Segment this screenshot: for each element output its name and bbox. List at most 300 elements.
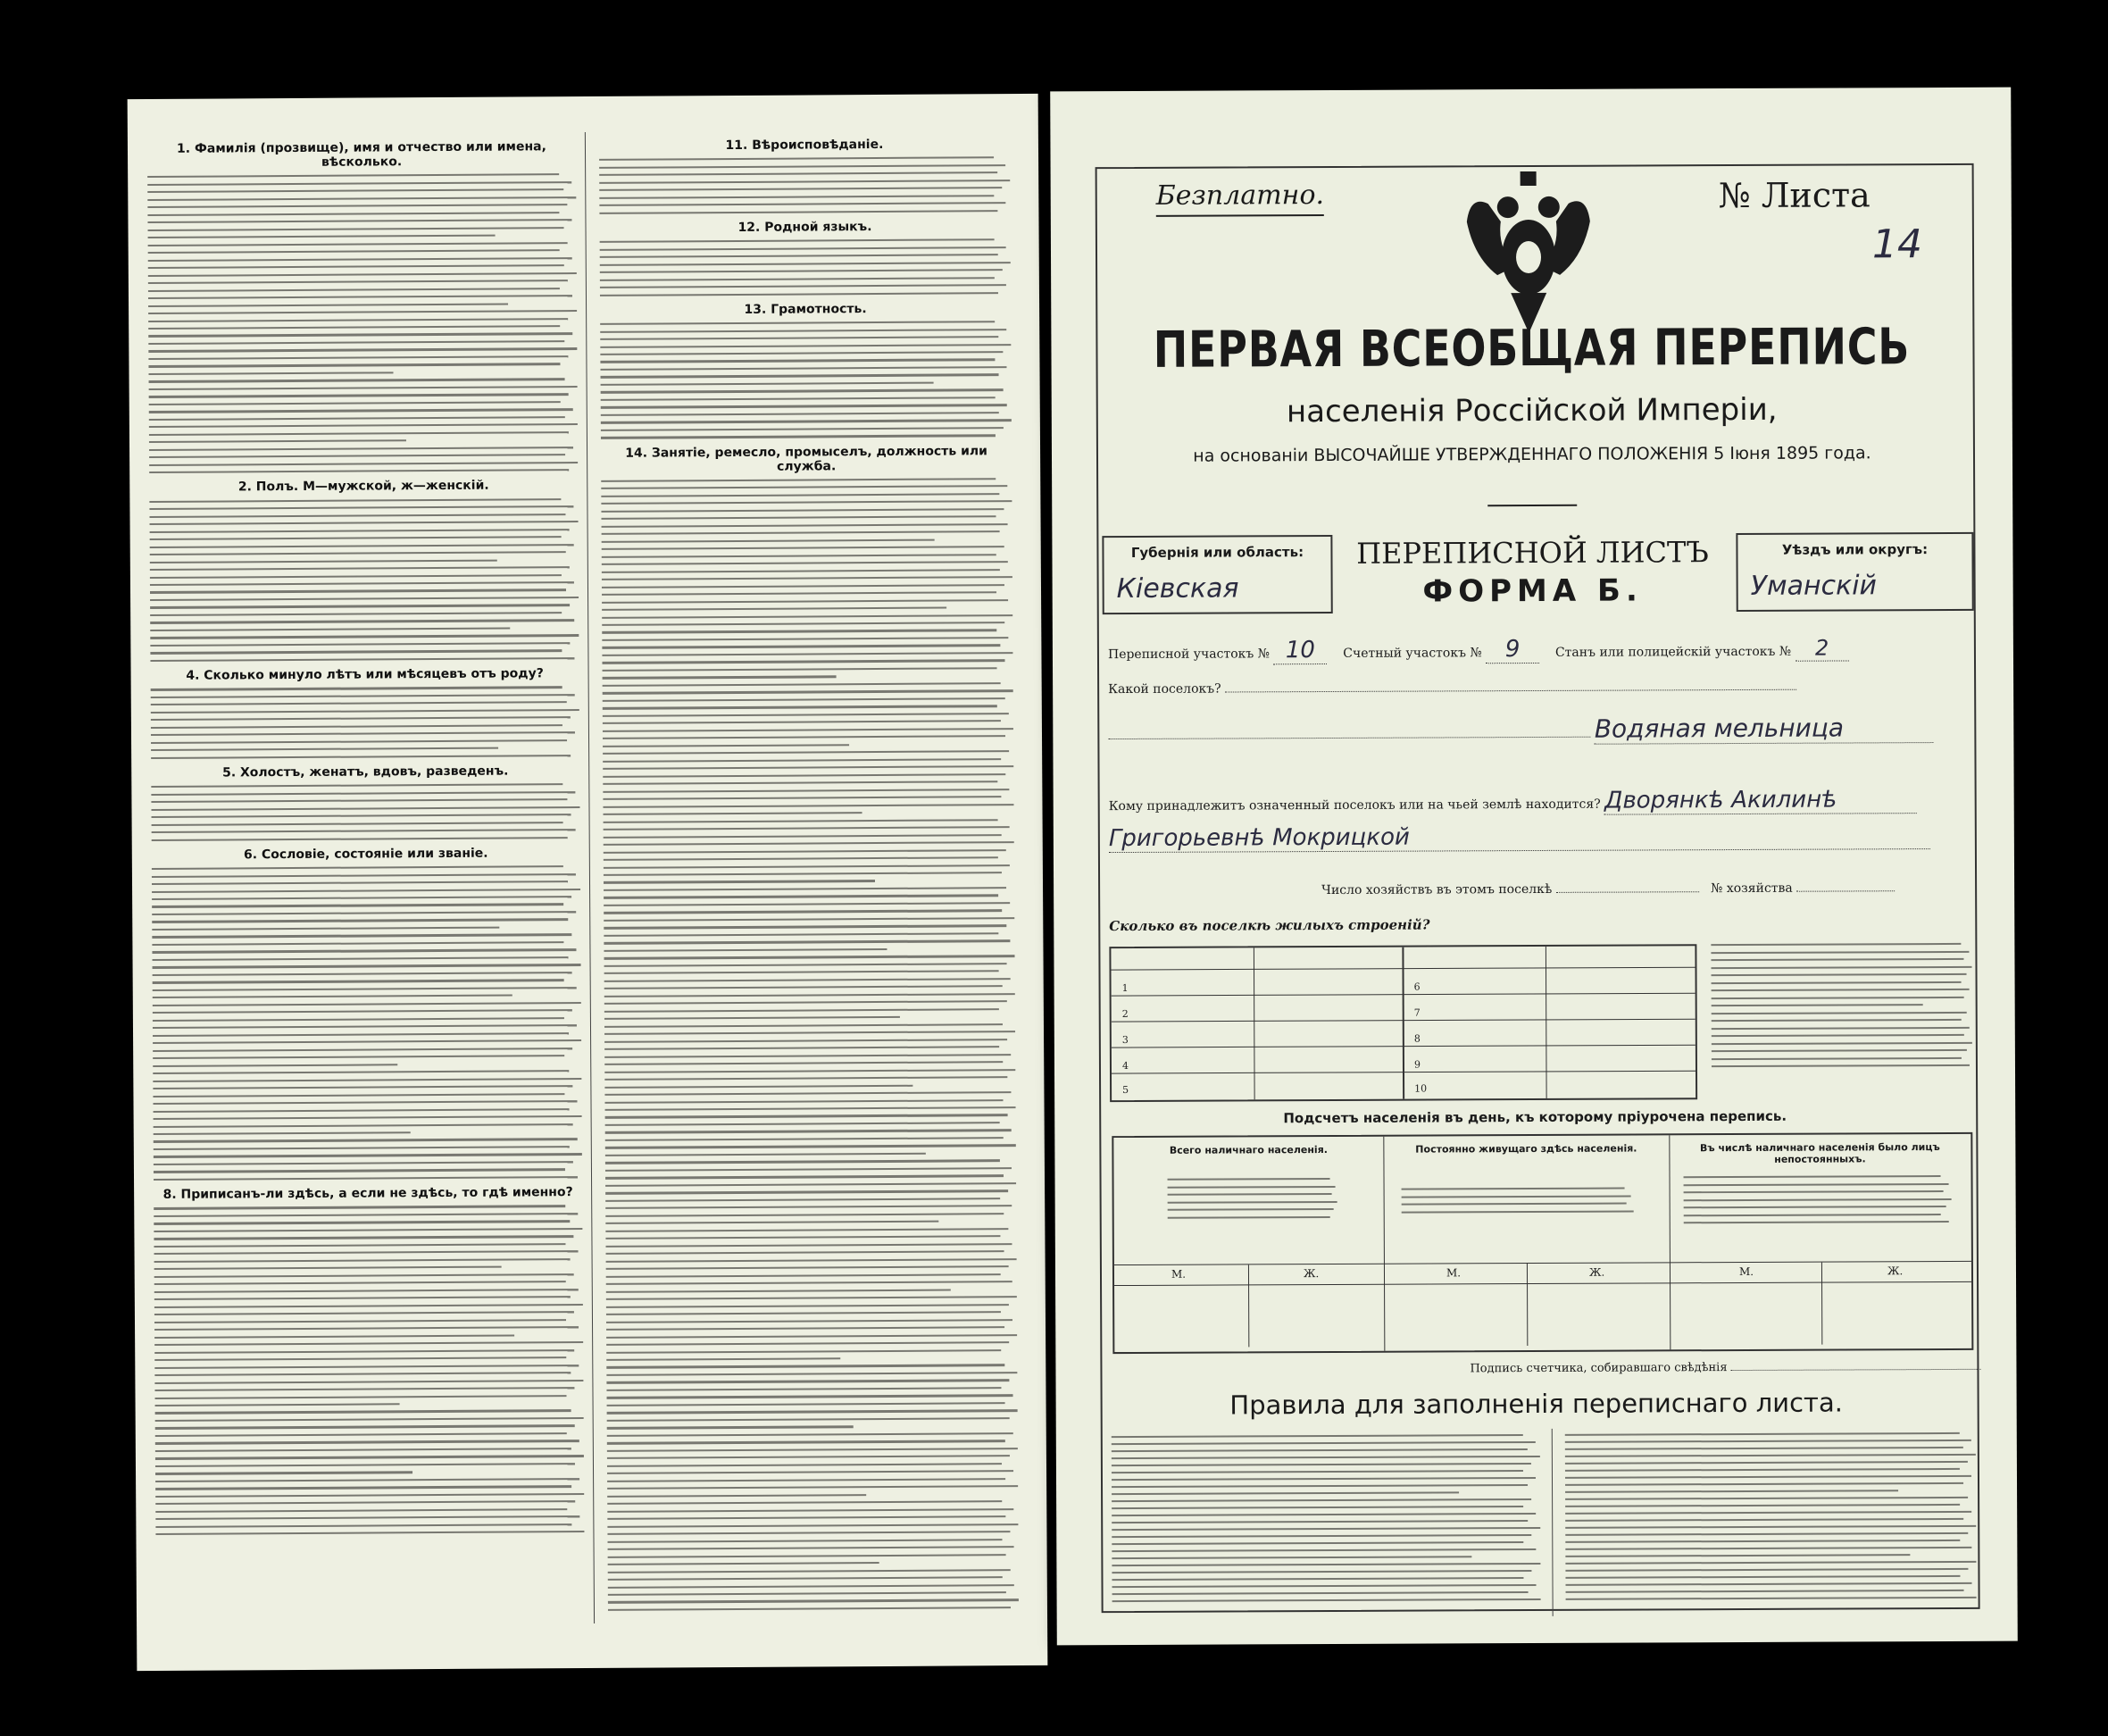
- text-line: [603, 780, 997, 785]
- text-line: [603, 689, 1013, 694]
- text-line: [606, 1289, 951, 1293]
- text-line: [602, 584, 1004, 588]
- text-line: [154, 1387, 574, 1391]
- text-line: [608, 1591, 1006, 1596]
- text-line: [1565, 1490, 1898, 1493]
- text-line: [602, 591, 996, 596]
- svg-text:9: 9: [1413, 1058, 1421, 1071]
- text-line: [604, 1000, 1007, 1005]
- text-line: [1712, 1049, 1967, 1052]
- text-line: [152, 919, 568, 923]
- text-line: [152, 822, 563, 826]
- text-line: [148, 249, 560, 254]
- owner-value-1[interactable]: Дворянкѣ Акилинѣ: [1604, 786, 1917, 815]
- text-line: [603, 773, 1005, 778]
- text-line: [1712, 1041, 1972, 1044]
- text-line: [150, 581, 574, 586]
- section-heading: 6. Сословіе, состояніе или званіе.: [243, 846, 488, 863]
- text-line: [600, 359, 995, 363]
- text-line: [607, 1395, 1013, 1399]
- text-line: [604, 1076, 1007, 1081]
- text-line: [1565, 1504, 1960, 1507]
- text-line: [604, 872, 1002, 876]
- text-block: [1683, 1170, 1951, 1230]
- text-line: [150, 574, 562, 579]
- uchastok-row: [1108, 634, 1849, 665]
- text-line: [605, 1243, 1012, 1248]
- text-line: [153, 995, 512, 999]
- text-line: [151, 694, 575, 698]
- text-line: [1566, 1582, 1972, 1586]
- text-line: [606, 1365, 1004, 1369]
- text-line: [152, 814, 571, 818]
- text-line: [154, 1169, 565, 1173]
- text-line: [602, 530, 1000, 535]
- text-line: [155, 1455, 584, 1459]
- text-line: [605, 1182, 1016, 1187]
- text-line: [605, 1221, 938, 1224]
- stan-value[interactable]: 2: [1796, 635, 1849, 661]
- text-line: [1112, 1591, 1529, 1595]
- text-line: [1565, 1532, 1968, 1536]
- text-line: [148, 333, 572, 338]
- section-heading: 13. Грамотность.: [744, 301, 867, 317]
- text-line: [153, 1047, 572, 1052]
- text-line: [150, 536, 562, 540]
- text-block: [149, 498, 579, 662]
- text-line: [153, 1100, 577, 1105]
- text-line: [599, 171, 997, 176]
- text-line: [604, 834, 1002, 839]
- text-line: [153, 1078, 581, 1082]
- text-line: [1112, 1563, 1540, 1566]
- text-line: [599, 210, 997, 214]
- text-line: [151, 791, 575, 796]
- owner-row-2: [1109, 822, 1930, 853]
- text-line: [604, 1069, 1015, 1073]
- list-title: ПЕРЕПИСНОЙ ЛИСТЪ: [1356, 535, 1709, 571]
- text-line: [1565, 1468, 1960, 1472]
- text-block: [1402, 1182, 1634, 1219]
- text-line: [154, 1266, 502, 1271]
- text-line: [1168, 1178, 1330, 1181]
- text-line: [604, 1016, 900, 1020]
- svg-text:2: 2: [1121, 1007, 1129, 1021]
- svg-text:3: 3: [1121, 1033, 1129, 1047]
- text-line: [155, 1472, 412, 1475]
- text-line: [603, 682, 1001, 687]
- text-line: [604, 812, 862, 815]
- text-line: [602, 607, 946, 612]
- households-row: [1321, 881, 1895, 897]
- podschet-col-total: Всего наличнаго населенія. М. Ж.: [1113, 1137, 1385, 1352]
- text-line: [152, 873, 576, 878]
- text-line: [604, 1008, 999, 1013]
- text-line: [1684, 1183, 1949, 1186]
- uezd-box: [1736, 532, 1973, 612]
- text-line: [603, 744, 849, 747]
- text-line: [600, 238, 995, 243]
- text-line: [603, 796, 1001, 800]
- text-line: [153, 1009, 572, 1014]
- text-line: [1565, 1568, 1968, 1572]
- text-line: [1112, 1534, 1531, 1538]
- rules-column-1: [1112, 1429, 1541, 1607]
- text-line: [599, 179, 1010, 184]
- text-line: [152, 927, 499, 931]
- text-block: [600, 238, 1011, 296]
- text-line: [147, 173, 559, 178]
- text-line: [601, 427, 1004, 431]
- text-line: [605, 1213, 1004, 1217]
- dwellings-title: Сколько въ поселкѣ жилыхъ строеній?: [1109, 916, 1430, 935]
- text-line: [602, 599, 1008, 604]
- signature-field[interactable]: [1731, 1369, 1981, 1371]
- text-line: [1112, 1506, 1523, 1509]
- text-line: [1112, 1498, 1531, 1502]
- text-line: [147, 181, 571, 186]
- text-line: [600, 321, 995, 325]
- text-block: [1565, 1432, 1977, 1600]
- text-line: [154, 1176, 578, 1181]
- text-line: [604, 1054, 1011, 1058]
- text-line: [604, 985, 1003, 989]
- text-line: [155, 1440, 579, 1444]
- text-line: [147, 219, 571, 223]
- text-line: [147, 196, 576, 201]
- text-line: [1402, 1203, 1627, 1206]
- text-line: [155, 1508, 567, 1513]
- text-line: [607, 1531, 1010, 1535]
- text-line: [604, 1039, 1007, 1043]
- text-line: [608, 1599, 1019, 1604]
- text-line: [603, 728, 1013, 732]
- text-line: [152, 837, 568, 841]
- text-line: [606, 1304, 1009, 1308]
- text-line: [155, 1493, 584, 1498]
- text-line: [602, 645, 1000, 649]
- text-line: [600, 277, 995, 281]
- svg-text:5: 5: [1122, 1083, 1129, 1097]
- text-block: [151, 783, 579, 841]
- text-line: [149, 379, 565, 383]
- text-line: [152, 896, 571, 900]
- text-line: [604, 856, 998, 861]
- text-block: [154, 1205, 584, 1535]
- text-line: [604, 864, 1010, 869]
- text-line: [599, 157, 994, 162]
- text-line: [603, 667, 997, 672]
- uezd-value[interactable]: Уманскій: [1750, 570, 1878, 602]
- text-line: [151, 709, 579, 714]
- text-line: [1565, 1540, 1960, 1543]
- text-line: [604, 895, 998, 899]
- section-heading: 11. Вѣроисповѣданіе.: [725, 137, 884, 154]
- text-line: [1684, 1190, 1944, 1193]
- svg-text:6: 6: [1413, 981, 1421, 993]
- text-line: [602, 515, 996, 520]
- stan-label: Станъ или полицейскій участокъ №: [1554, 644, 1792, 660]
- text-line: [1565, 1554, 1910, 1557]
- text-block: [1711, 943, 1972, 1067]
- text-line: [607, 1426, 854, 1430]
- text-line: [151, 747, 498, 752]
- svg-text:1: 1: [1121, 981, 1129, 995]
- section-heading: 5. Холостъ, женатъ, вдовъ, разведенъ.: [222, 764, 509, 780]
- gubernia-value[interactable]: Кіевская: [1116, 572, 1239, 605]
- text-line: [601, 478, 996, 482]
- svg-text:7: 7: [1413, 1006, 1421, 1019]
- text-line: [1712, 1019, 1962, 1022]
- text-line: [1112, 1556, 1471, 1559]
- text-line: [154, 1326, 579, 1331]
- text-line: [606, 1349, 1001, 1354]
- text-line: [155, 1500, 575, 1505]
- form-basis: на основаніи ВЫСОЧАЙШЕ УТВЕРЖДЕННАГО ПОЛОЖЕНІЯ 5 Іюня 1895 года.: [1193, 443, 1871, 466]
- svg-text:4: 4: [1121, 1059, 1129, 1072]
- text-line: [150, 612, 562, 616]
- text-line: [148, 355, 568, 360]
- perepisnoy-uchastok-value[interactable]: 10: [1273, 637, 1327, 664]
- text-line: [149, 431, 569, 436]
- text-line: [148, 347, 577, 352]
- text-line: [601, 382, 934, 386]
- text-line: [606, 1334, 1017, 1339]
- text-line: [607, 1455, 1010, 1459]
- owner-label: Кому принадлежитъ означенный поселокъ или на чьей землѣ находится?: [1108, 797, 1601, 814]
- text-line: [148, 303, 508, 307]
- text-line: [155, 1463, 575, 1467]
- households-label: Число хозяйствъ въ этомъ поселкѣ: [1321, 881, 1553, 898]
- text-line: [600, 262, 1011, 266]
- text-line: [1712, 989, 1970, 991]
- text-line: [608, 1576, 1003, 1581]
- text-line: [149, 505, 573, 510]
- text-line: [606, 1265, 1009, 1270]
- owner-value-2[interactable]: Григорьевнѣ Мокрицкой: [1109, 822, 1930, 853]
- text-line: [607, 1463, 1002, 1467]
- text-line: [150, 620, 574, 624]
- text-line: [608, 1554, 1006, 1558]
- podschet-col-temporary: Въ числѣ наличнаго населенія было лицъ непостоянныхъ. М. Ж.: [1669, 1134, 1971, 1349]
- text-line: [607, 1448, 1018, 1452]
- double-headed-eagle-icon: [1462, 168, 1596, 338]
- text-line: [149, 447, 573, 451]
- text-line: [604, 819, 998, 823]
- text-line: [152, 881, 568, 885]
- household-no-field[interactable]: [1796, 890, 1895, 891]
- text-line: [1565, 1461, 1968, 1465]
- schetny-uchastok-value[interactable]: 9: [1486, 636, 1539, 664]
- household-no-label: № хозяйства: [1711, 881, 1793, 897]
- text-line: [152, 941, 563, 946]
- text-line: [155, 1523, 571, 1528]
- text-line: [600, 366, 1006, 371]
- section-heading: 12. Родной языкъ.: [737, 219, 872, 235]
- text-line: [154, 1108, 570, 1113]
- text-block: [601, 478, 1019, 1611]
- text-line: [601, 493, 999, 497]
- sheet-number-handwritten: 14: [1871, 221, 1923, 268]
- podschet-col-permanent: Постоянно живущаго здѣсь населенія. М. Ж.: [1383, 1135, 1671, 1350]
- text-line: [608, 1546, 1014, 1550]
- text-line: [604, 948, 887, 952]
- text-block: [1112, 1434, 1541, 1602]
- text-line: [601, 404, 1007, 408]
- text-line: [152, 889, 580, 893]
- text-line: [601, 374, 999, 379]
- text-line: [604, 1084, 912, 1088]
- text-line: [603, 713, 1009, 717]
- poselok-value[interactable]: Водяная мельница: [1595, 713, 1934, 745]
- text-line: [600, 351, 1003, 355]
- section-heading: 14. Занятіе, ремесло, промыселъ, должность или служба.: [625, 443, 987, 474]
- text-line: [604, 1031, 1015, 1035]
- text-line: [603, 720, 1001, 724]
- text-line: [153, 1070, 569, 1074]
- text-line: [605, 1228, 1008, 1232]
- text-line: [603, 735, 1005, 739]
- text-line: [150, 566, 570, 571]
- right-page-census-form: [1050, 88, 2018, 1646]
- sign-label: Подпись счетчика, собиравшаго свѣдѣнія: [1470, 1361, 1728, 1376]
- text-line: [155, 1395, 567, 1399]
- text-line: [149, 371, 394, 375]
- text-line: [607, 1500, 1002, 1505]
- signature-row: [1470, 1360, 1980, 1375]
- text-line: [603, 765, 1013, 770]
- text-line: [153, 972, 572, 976]
- text-line: [154, 1123, 573, 1128]
- text-line: [604, 917, 1014, 922]
- text-line: [600, 329, 1006, 333]
- text-line: [155, 1432, 567, 1437]
- text-line: [606, 1341, 1009, 1346]
- text-line: [150, 589, 566, 594]
- text-line: [1168, 1216, 1330, 1219]
- text-line: [154, 1250, 579, 1255]
- text-line: [606, 1326, 1004, 1331]
- text-line: [148, 310, 577, 314]
- text-line: [605, 1137, 1004, 1141]
- text-line: [150, 605, 570, 609]
- text-line: [1565, 1475, 1971, 1479]
- text-line: [607, 1485, 1018, 1490]
- text-line: [154, 1131, 411, 1135]
- text-line: [155, 1425, 575, 1430]
- text-line: [1712, 1026, 1970, 1029]
- text-line: [150, 544, 574, 548]
- text-line: [605, 1114, 1008, 1119]
- text-line: [148, 363, 560, 368]
- text-line: [1565, 1497, 1968, 1500]
- text-line: [604, 978, 1011, 982]
- text-line: [148, 257, 572, 262]
- text-line: [605, 1106, 1016, 1111]
- text-line: [1712, 1056, 1962, 1059]
- text-line: [608, 1607, 1011, 1611]
- text-line: [1112, 1434, 1523, 1438]
- text-line: [604, 993, 1015, 997]
- text-line: [1712, 1004, 1923, 1006]
- text-line: [154, 1213, 578, 1217]
- text-line: [605, 1160, 1000, 1164]
- text-line: [1168, 1201, 1337, 1204]
- text-line: [154, 1153, 582, 1157]
- uezd-label: Уѣздъ или округъ:: [1781, 541, 1929, 558]
- text-line: [604, 932, 998, 937]
- text-line: [154, 1115, 582, 1120]
- text-line: [154, 1258, 571, 1263]
- text-line: [151, 783, 562, 788]
- text-line: [603, 697, 1005, 702]
- text-line: [1712, 981, 1962, 984]
- text-line: [152, 934, 571, 939]
- text-line: [605, 1144, 1016, 1148]
- text-line: [601, 389, 1004, 394]
- text-line: [155, 1410, 571, 1415]
- text-line: [154, 1334, 514, 1339]
- text-block: [599, 156, 1010, 213]
- text-line: [602, 546, 1004, 550]
- section-heading: 8. Приписанъ-ли здѣсь, а если не здѣсь, то гдѣ именно?: [162, 1185, 573, 1203]
- text-line: [1565, 1432, 1960, 1436]
- text-line: [599, 164, 1005, 169]
- text-line: [1712, 973, 1967, 976]
- text-line: [1112, 1441, 1536, 1445]
- text-line: [154, 1365, 579, 1369]
- text-line: [604, 1091, 1011, 1096]
- text-line: [150, 521, 579, 525]
- text-line: [603, 804, 1013, 808]
- text-line: [607, 1440, 1005, 1444]
- households-field[interactable]: [1556, 891, 1699, 893]
- podschet-title: Подсчетъ населенія въ день, къ которому пріурочена перепись.: [1283, 1107, 1787, 1127]
- text-line: [147, 204, 567, 208]
- text-line: [150, 657, 574, 662]
- text-line: [605, 1167, 1012, 1172]
- text-line: [1684, 1214, 1941, 1216]
- text-line: [1112, 1527, 1540, 1531]
- text-line: [151, 739, 567, 744]
- text-line: [147, 188, 563, 193]
- text-line: [601, 500, 1012, 505]
- text-line: [155, 1485, 571, 1490]
- text-line: [148, 235, 496, 239]
- text-line: [602, 561, 1008, 565]
- text-line: [148, 340, 564, 345]
- text-line: [151, 798, 567, 803]
- text-line: [153, 987, 577, 991]
- perepisnoy-uchastok-label: Переписной участокъ №: [1107, 647, 1270, 663]
- text-line: [604, 881, 875, 884]
- text-line: [153, 964, 581, 968]
- text-line: [151, 716, 571, 721]
- text-line: [154, 1235, 573, 1239]
- text-line: [151, 806, 579, 811]
- owner-row: [1109, 786, 1918, 817]
- text-line: [1168, 1208, 1334, 1211]
- text-line: [153, 1039, 581, 1044]
- text-line: [604, 963, 1007, 967]
- text-line: [154, 1349, 574, 1354]
- text-line: [1112, 1513, 1536, 1516]
- text-block: [600, 321, 1012, 438]
- text-line: [1565, 1561, 1976, 1565]
- text-line: [602, 554, 996, 558]
- text-line: [1712, 1034, 1964, 1037]
- text-line: [149, 439, 406, 443]
